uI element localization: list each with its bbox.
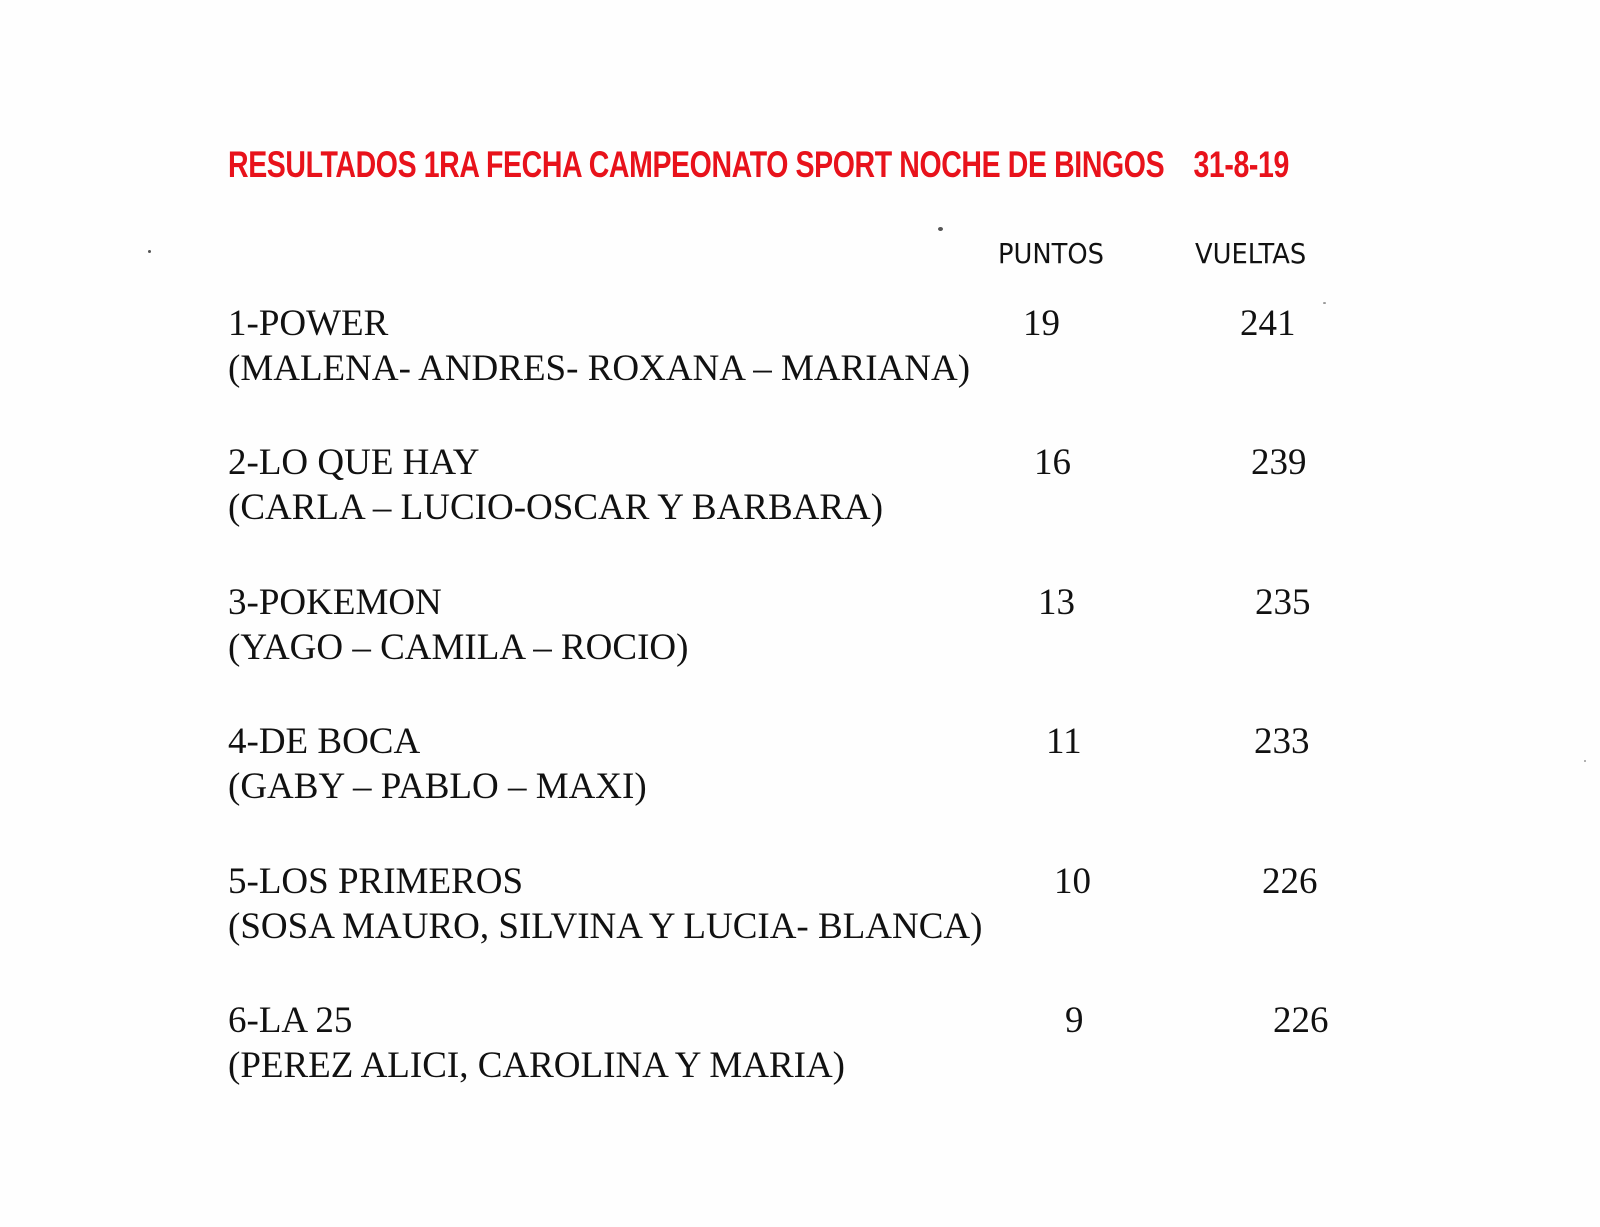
- result-entry: [228, 999, 1428, 1099]
- laps-column-header: VUELTAS: [1195, 237, 1307, 270]
- scan-speck: [1584, 760, 1586, 762]
- team-name: 2-LO QUE HAY: [228, 442, 480, 483]
- result-entry: [228, 441, 1428, 541]
- scan-speck: [148, 250, 151, 253]
- scan-speck: [1323, 302, 1326, 304]
- team-points: 16: [1034, 442, 1071, 483]
- team-members: (SOSA MAURO, SILVINA Y LUCIA- BLANCA): [228, 906, 983, 947]
- team-name: 1-POWER: [228, 303, 389, 344]
- team-name: 6-LA 25: [228, 1000, 353, 1041]
- title-text: RESULTADOS 1RA FECHA CAMPEONATO SPORT NOCHE DE BINGOS: [228, 144, 1165, 185]
- page-title: [228, 140, 1289, 190]
- scan-speck: [938, 227, 943, 231]
- team-laps: 239: [1251, 442, 1307, 483]
- result-entry: [228, 860, 1428, 960]
- team-laps: 226: [1273, 1000, 1329, 1041]
- team-laps: 226: [1262, 861, 1318, 902]
- result-entry: [228, 720, 1428, 820]
- result-entry: [228, 302, 1428, 402]
- team-points: 13: [1038, 582, 1075, 623]
- team-points: 10: [1054, 861, 1091, 902]
- team-points: 19: [1023, 303, 1060, 344]
- team-members: (GABY – PABLO – MAXI): [228, 766, 647, 807]
- team-name: 5-LOS PRIMEROS: [228, 861, 524, 902]
- team-members: (CARLA – LUCIO-OSCAR Y BARBARA): [228, 487, 884, 528]
- team-laps: 233: [1254, 721, 1310, 762]
- team-laps: 235: [1255, 582, 1311, 623]
- points-column-header: PUNTOS: [998, 237, 1105, 270]
- result-entry: [228, 581, 1428, 681]
- title-date: 31-8-19: [1193, 144, 1289, 185]
- team-points: 9: [1065, 1000, 1084, 1041]
- team-laps: 241: [1240, 303, 1296, 344]
- team-name: 4-DE BOCA: [228, 721, 421, 762]
- team-members: (PEREZ ALICI, CAROLINA Y MARIA): [228, 1045, 845, 1086]
- team-points: 11: [1046, 721, 1082, 762]
- team-members: (MALENA- ANDRES- ROXANA – MARIANA): [228, 348, 971, 389]
- team-name: 3-POKEMON: [228, 582, 442, 623]
- team-members: (YAGO – CAMILA – ROCIO): [228, 627, 689, 668]
